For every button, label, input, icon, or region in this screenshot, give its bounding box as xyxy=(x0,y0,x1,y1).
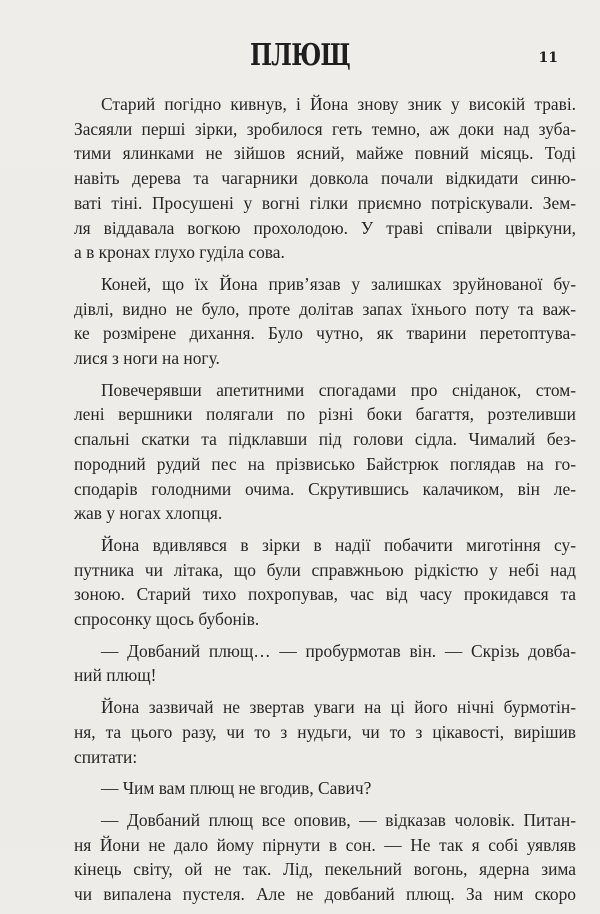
text-line: жав у ногах хлопця. xyxy=(74,503,223,524)
text-line: сподарів голодними очима. Скрутившись калачиком, він ле- xyxy=(74,478,576,499)
text-line: лені вершники полягали по різні боки багаття, розтеливши xyxy=(74,404,576,425)
text-line: ля віддавала вогкою прохолодою. У траві співали цвіркуни, xyxy=(74,217,576,238)
text-line: дівлі, видно не було, проте долітав запах їхнього поту та важ- xyxy=(74,298,576,319)
text-line: тими ялинками не зійшов ясний, майже повний місяць. Тоді xyxy=(74,143,576,164)
text-line: кінець світу, ой не так. Лід, пекельний вогонь, ядерна зима xyxy=(74,859,576,880)
paragraph xyxy=(74,92,576,265)
text-line: лися з ноги на ногу. xyxy=(74,348,220,369)
text-line: ня, та цього разу, чи то з нудьги, чи то з цікавості, вирішив xyxy=(74,721,576,742)
text-line: спросонку щось бубонів. xyxy=(74,609,260,630)
text-line: спитати: xyxy=(74,746,138,767)
text-line: ний плющ! xyxy=(74,665,157,686)
text-line: — Довбаний плющ все оповив, — відказав чоловік. Питан- xyxy=(101,809,576,830)
paragraph xyxy=(74,808,576,907)
text-line: ваті тіні. Просушені у вогні гілки приємно потріскували. Зем- xyxy=(74,192,576,213)
text-line: Повечерявши апетитними спогадами про сніданок, стом- xyxy=(101,379,576,400)
text-line: Засяяли перші зірки, зробилося геть темно, аж доки над зуба- xyxy=(74,118,576,139)
text-line: спальні скатки та підклавши під голови сідла. Чималий без- xyxy=(74,429,576,450)
text-line: Йона вдивлявся в зірки в надії побачити миготіння су- xyxy=(101,534,576,555)
running-head-title: ПЛЮЩ xyxy=(249,38,351,73)
paragraph xyxy=(74,776,576,801)
text-line: путника чи літака, що були справжньою рідкістю у небі над xyxy=(74,559,576,580)
text-line: ня Йони не дало йому пірнути в сон. — Не так я собі уявляв xyxy=(74,834,576,855)
text-line: Старий погідно кивнув, і Йона знову зник у високій траві. xyxy=(101,94,576,114)
text-line: Йона зазвичай не звертав уваги на ці його нічні бурмотін- xyxy=(101,697,576,718)
body-text xyxy=(74,92,576,914)
text-line: чи випалена пустеля. Але не довбаний плющ. За ним скоро xyxy=(74,884,576,905)
text-line: — Чим вам плющ не вгодив, Савич? xyxy=(101,778,372,799)
paragraph xyxy=(74,695,576,769)
paragraph xyxy=(74,533,576,632)
text-line: навіть дерева та чагарники довкола почали відкидати синю- xyxy=(74,168,576,189)
text-line: ке розмірене дихання. Було чутно, як тварини перетоптува- xyxy=(74,323,576,344)
text-line: породний рудий пес на прізвисько Байстрюк поглядав на го- xyxy=(74,453,576,474)
paragraph xyxy=(74,272,576,371)
paragraph xyxy=(74,639,576,688)
text-line: Коней, що їх Йона прив’язав у залишках зруйнованої бу- xyxy=(101,273,576,294)
page-number: 11 xyxy=(538,50,558,66)
text-line: а в кронах глухо гуділа сова. xyxy=(74,242,285,263)
paragraph xyxy=(74,378,576,526)
text-line: — Довбаний плющ… — пробурмотав він. — Скрізь довба- xyxy=(101,640,576,661)
text-line: зоною. Старий тихо похропував, час від часу прокидався та xyxy=(74,584,576,605)
